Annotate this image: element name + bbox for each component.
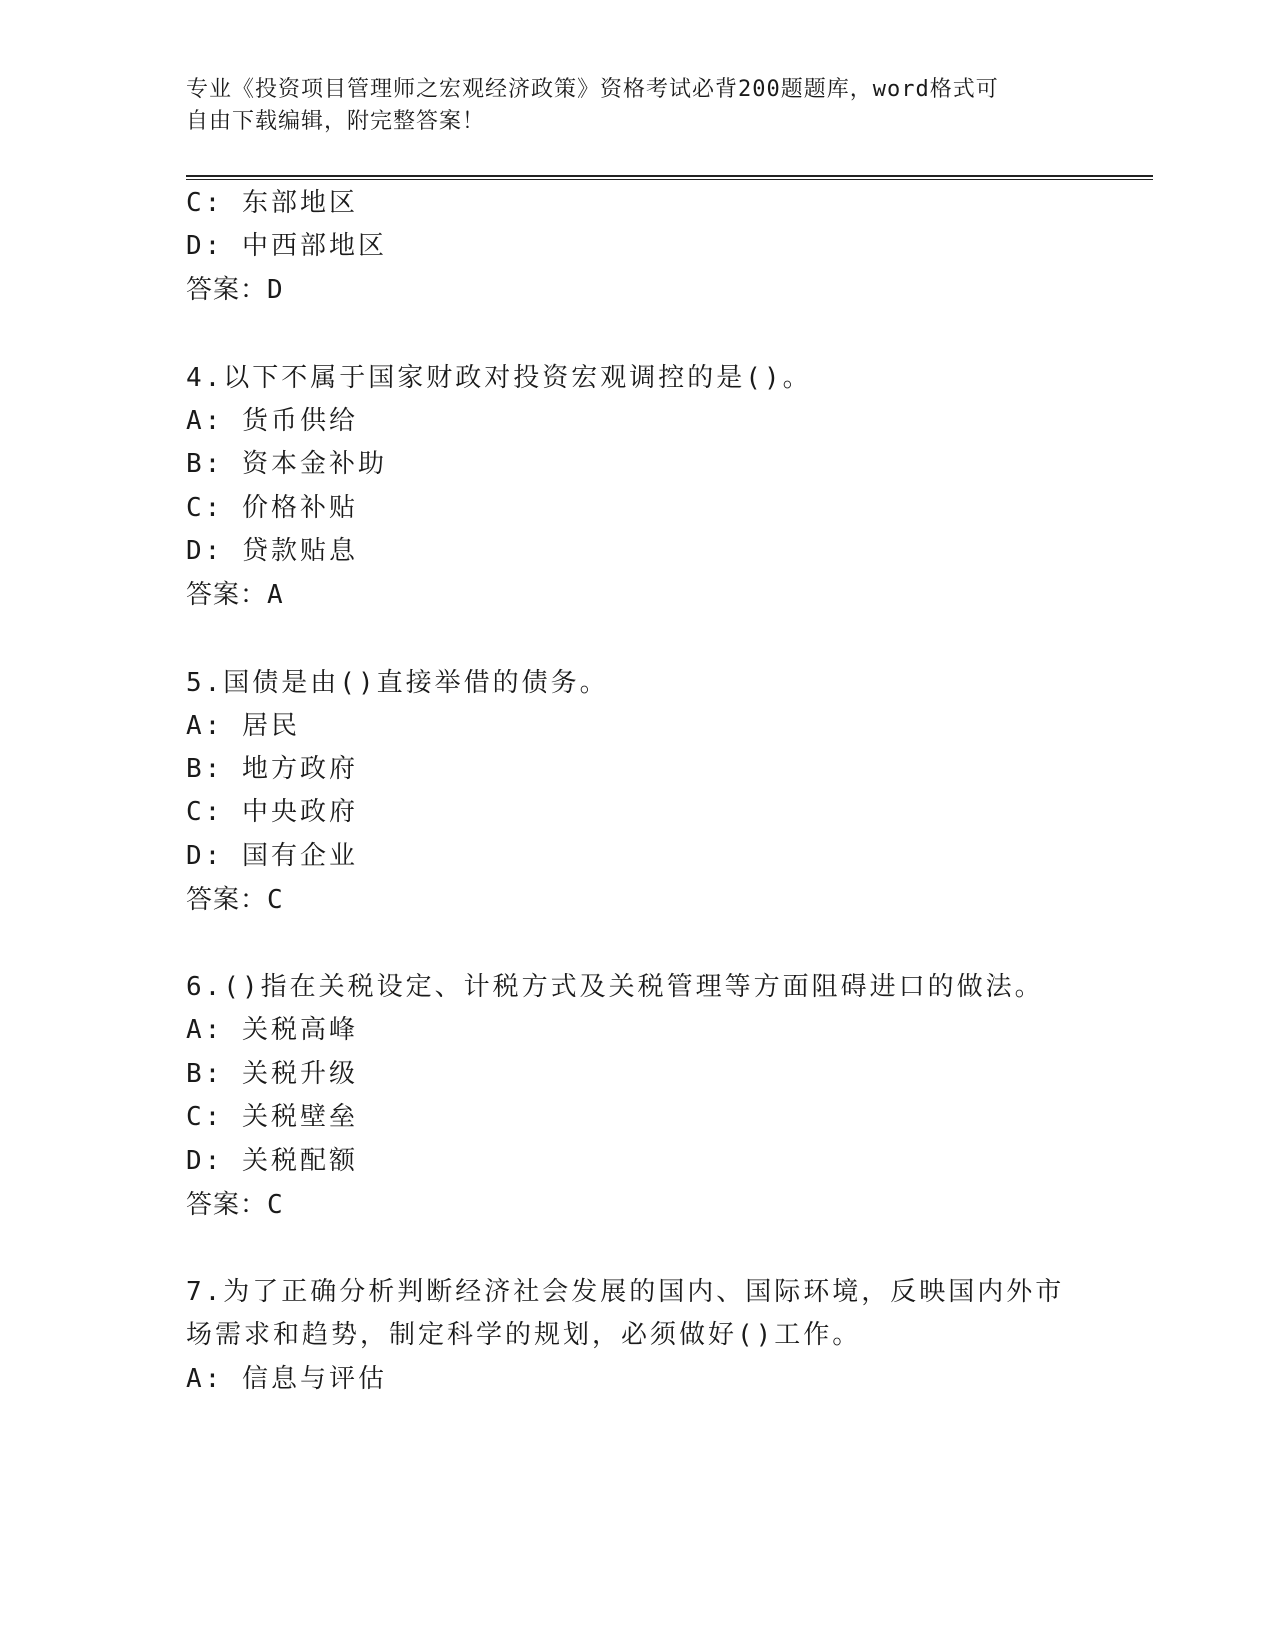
q3-option-d: D: 中西部地区	[186, 231, 387, 261]
header-divider	[186, 175, 1153, 180]
q5-option-a: A: 居民	[186, 711, 300, 741]
q6-option-d: D: 关税配额	[186, 1146, 358, 1176]
q4-option-d: D: 贷款贴息	[186, 536, 358, 566]
q3-option-c: C: 东部地区	[186, 188, 358, 218]
q5-option-d: D: 国有企业	[186, 841, 358, 871]
q6-answer: 答案：C	[186, 1190, 284, 1220]
q7-stem-line-2: 场需求和趋势，制定科学的规划，必须做好()工作。	[186, 1320, 862, 1350]
q7-option-a: A: 信息与评估	[186, 1364, 387, 1394]
q6-option-c: C: 关税壁垒	[186, 1102, 358, 1132]
q6-option-b: B: 关税升级	[186, 1059, 358, 1089]
q6-option-a: A: 关税高峰	[186, 1015, 358, 1045]
q4-answer: 答案：A	[186, 580, 284, 610]
q4-option-a: A: 货币供给	[186, 406, 358, 436]
document-header	[186, 74, 1086, 138]
q4-stem: 4.以下不属于国家财政对投资宏观调控的是()。	[186, 363, 812, 393]
q4-option-b: B: 资本金补助	[186, 449, 387, 479]
header-line-2: 自由下载编辑，附完整答案！	[186, 109, 486, 134]
q5-option-c: C: 中央政府	[186, 797, 358, 827]
q4-option-c: C: 价格补贴	[186, 493, 358, 523]
q3-answer: 答案：D	[186, 275, 284, 305]
header-line-1: 专业《投资项目管理师之宏观经济政策》资格考试必背200题题库，word格式可	[186, 77, 999, 102]
q7-stem-line-1: 7.为了正确分析判断经济社会发展的国内、国际环境，反映国内外市	[186, 1277, 1065, 1307]
q6-stem: 6.()指在关税设定、计税方式及关税管理等方面阻碍进口的做法。	[186, 972, 1044, 1002]
q5-stem: 5.国债是由()直接举借的债务。	[186, 668, 609, 698]
q5-option-b: B: 地方政府	[186, 754, 358, 784]
q5-answer: 答案：C	[186, 885, 284, 915]
